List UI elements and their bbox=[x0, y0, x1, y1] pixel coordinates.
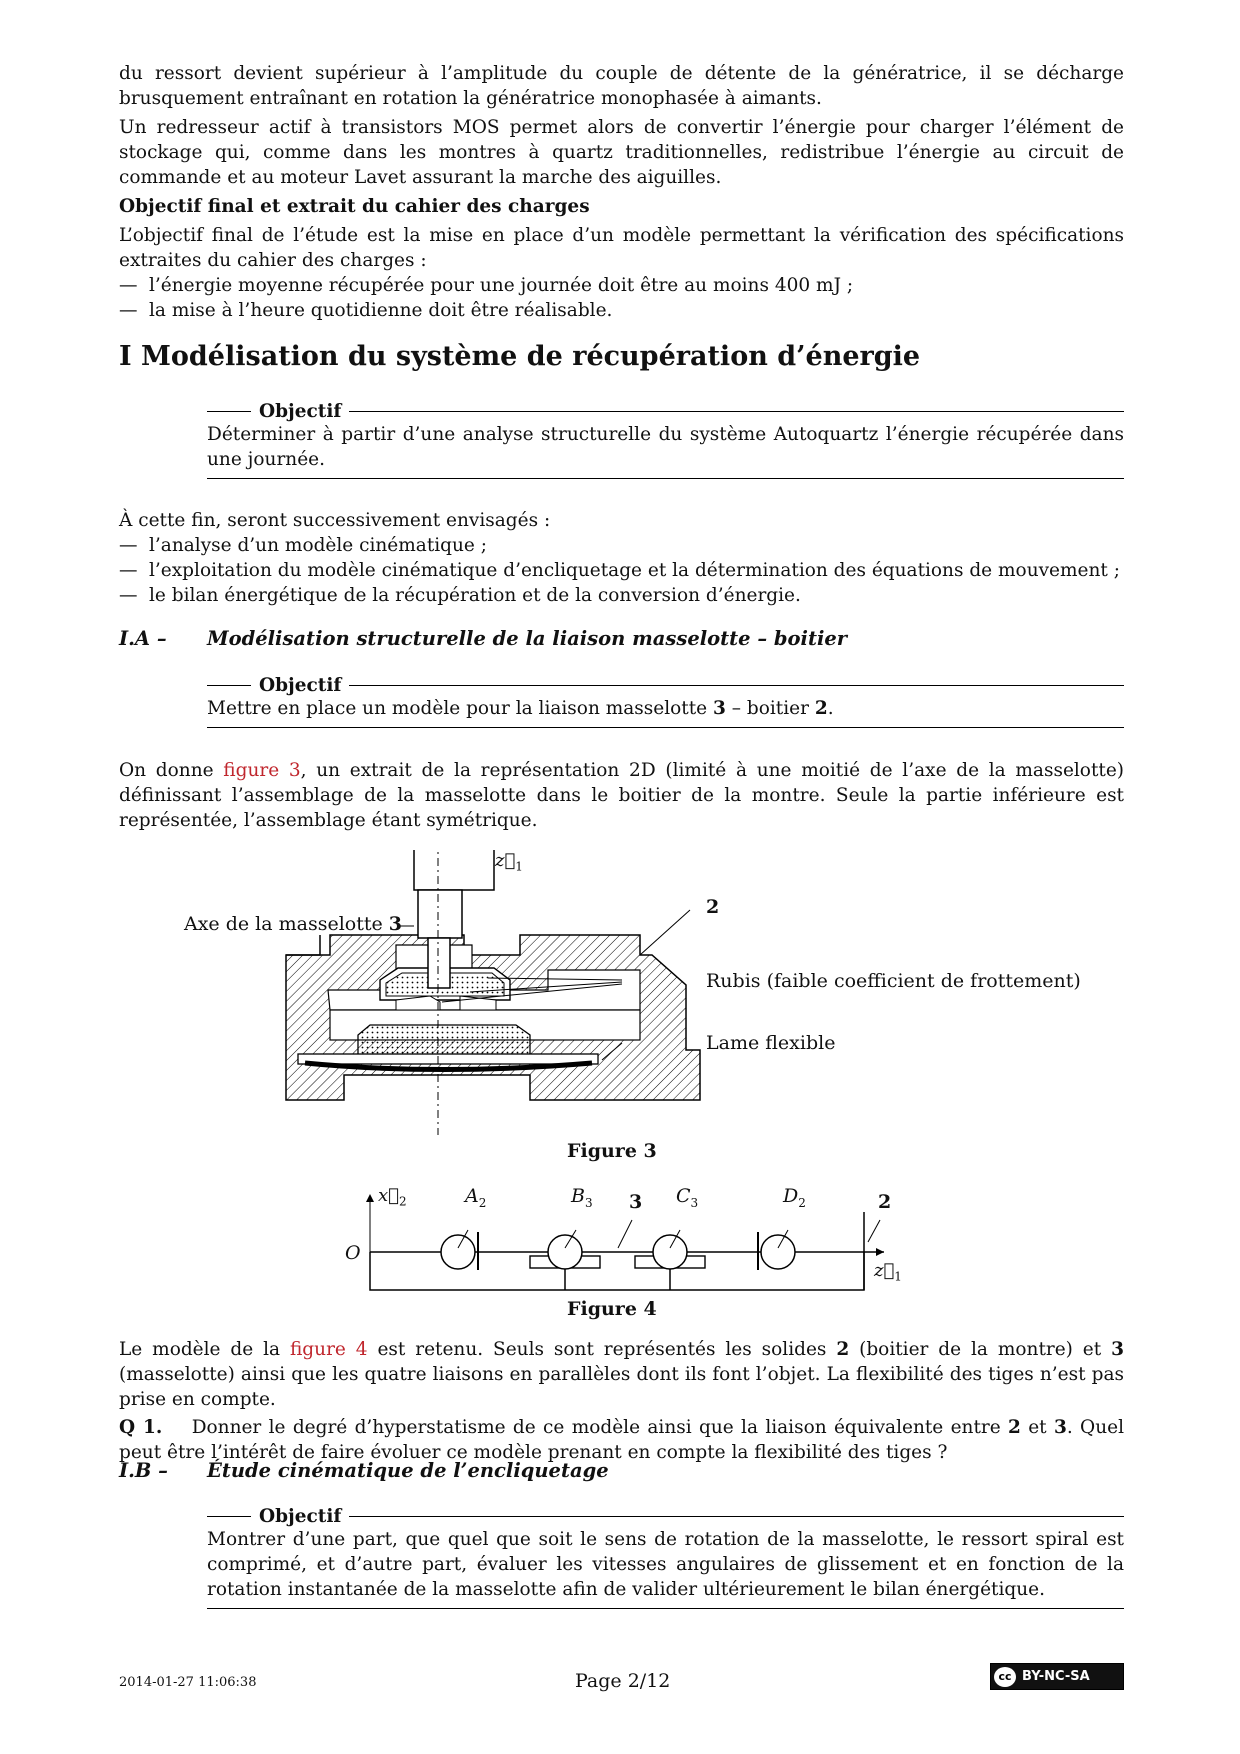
figure-3-caption: Figure 3 bbox=[567, 1140, 657, 1162]
objective-text: Déterminer à partir d’une analyse structurelle du système Autoquartz l’énergie récupérée dans une journée. bbox=[207, 422, 1124, 479]
figure-4-drawing bbox=[340, 1190, 900, 1300]
subsection-label: I.B – bbox=[119, 1459, 168, 1482]
section1-lead: À cette fin, seront successivement envisagés : bbox=[119, 510, 551, 531]
fig4-label-B: $B_3$ bbox=[571, 1185, 593, 1210]
section1-list-block bbox=[119, 508, 1124, 608]
fig3-axis-label: $z⃗_1$ bbox=[495, 850, 523, 874]
objective-label: Objectif bbox=[259, 674, 342, 696]
fig4-label-C: $C_3$ bbox=[676, 1185, 699, 1210]
fig4-label-2: 2 bbox=[878, 1191, 892, 1213]
subsection-ia-title bbox=[119, 627, 847, 650]
intro-list-item: — l’énergie moyenne récupérée pour une journée doit être au moins 400 mJ ; bbox=[119, 273, 1124, 298]
subsection-ib-title bbox=[119, 1459, 609, 1482]
fig3-label-axe: Axe de la masselotte 3 bbox=[184, 913, 403, 935]
intro-list-item: — la mise à l’heure quotidienne doit être réalisable. bbox=[119, 298, 1124, 323]
figure-3-drawing bbox=[170, 850, 1070, 1140]
objective-text: Mettre en place un modèle pour la liaison masselotte 3 – boitier 2. bbox=[207, 696, 1124, 728]
intro-block bbox=[119, 61, 1124, 323]
objective-text: Montrer d’une part, que quel que soit le sens de rotation de la masselotte, le ressort spiral est comprimé, et d’autre part, évaluer les vitesses angulaires de glissement et en fonction de la rotation instantanée de la masselotte afin de valider ultérieurement le bilan énergétique. bbox=[207, 1527, 1124, 1609]
section1-list-item: — le bilan énergétique de la récupération et de la conversion d’énergie. bbox=[119, 583, 1124, 608]
intro-paragraph-3: L’objectif final de l’étude est la mise en place d’un modèle permettant la vérification des spécifications extraites du cahier des charges : bbox=[119, 225, 1124, 271]
intro-heading: Objectif final et extrait du cahier des charges bbox=[119, 196, 590, 217]
objective-box-3 bbox=[207, 1505, 1124, 1609]
fig4-label-A: $A_2$ bbox=[465, 1185, 487, 1210]
section-title: I Modélisation du système de récupération d’énergie bbox=[119, 341, 921, 372]
objective-box-2 bbox=[207, 674, 1124, 728]
section1-list-item: — l’analyse d’un modèle cinématique ; bbox=[119, 533, 1124, 558]
fig3-label-lame: Lame flexible bbox=[706, 1032, 836, 1054]
after-figure-block bbox=[119, 1337, 1124, 1465]
figure4-paragraph: Le modèle de la figure 4 est retenu. Seuls sont représentés les solides 2 (boitier de la montre) et 3 (masselotte) ainsi que les quatre liaisons en parallèles dont ils font l’objet. La flexibilité des tiges n’est pas prise en compte. bbox=[119, 1339, 1124, 1410]
fig3-label-rubis: Rubis (faible coefficient de frottement) bbox=[706, 970, 1081, 992]
fig4-label-3: 3 bbox=[629, 1191, 643, 1213]
intro-paragraph-1: du ressort devient supérieur à l’amplitude du couple de détente de la génératrice, il se décharge brusquement entraînant en rotation la génératrice monophasée à aimants. bbox=[119, 63, 1124, 109]
subsection-text: Modélisation structurelle de la liaison masselotte – boitier bbox=[207, 627, 848, 650]
page-number: Page 2/12 bbox=[575, 1670, 671, 1692]
license-badge[interactable] bbox=[990, 1663, 1124, 1690]
objective-label: Objectif bbox=[259, 1505, 342, 1527]
intro-paragraph-2: Un redresseur actif à transistors MOS permet alors de convertir l’énergie pour charger l’élément de stockage qui, comme dans les montres à quartz traditionnelles, redistribue l’énergie au circuit de commande et au moteur Lavet assurant la marche des aiguilles. bbox=[119, 117, 1124, 188]
fig4-origin: O bbox=[345, 1242, 361, 1264]
subsection-label: I.A – bbox=[119, 627, 167, 650]
question-1: Q 1. Donner le degré d’hyperstatisme de ce modèle ainsi que la liaison équivalente entre 2 et 3. Quel peut être l’intérêt de faire évoluer ce modèle prenant en compte la flexibilité des tiges ? bbox=[119, 1417, 1124, 1463]
section1-list-item: — l’exploitation du modèle cinématique d’encliquetage et la détermination des équations de mouvement ; bbox=[119, 558, 1124, 583]
objective-box-1 bbox=[207, 400, 1124, 479]
fig4-z-axis: $z⃗_1$ bbox=[874, 1260, 902, 1284]
figure4-link[interactable]: figure 4 bbox=[289, 1339, 368, 1360]
ia-paragraph: On donne figure 3, un extrait de la représentation 2D (limité à une moitié de l’axe de la masselotte) définissant l’assemblage de la masselotte dans le boitier de la montre. Seule la partie inférieure est représentée, l’assemblage étant symétrique. bbox=[119, 760, 1124, 831]
license-text: BY-NC-SA bbox=[1022, 1669, 1090, 1684]
cc-icon: cc bbox=[994, 1667, 1016, 1687]
figure3-link[interactable]: figure 3 bbox=[223, 760, 301, 781]
figure-4-caption: Figure 4 bbox=[567, 1298, 657, 1320]
fig4-label-D: $D_2$ bbox=[783, 1185, 806, 1210]
footer-date: 2014-01-27 11:06:38 bbox=[119, 1675, 257, 1690]
subsection-text: Étude cinématique de l’encliquetage bbox=[207, 1459, 609, 1482]
fig3-label-2: 2 bbox=[706, 896, 720, 918]
objective-label: Objectif bbox=[259, 400, 342, 422]
fig4-x-axis: $x⃗_2$ bbox=[378, 1185, 407, 1209]
